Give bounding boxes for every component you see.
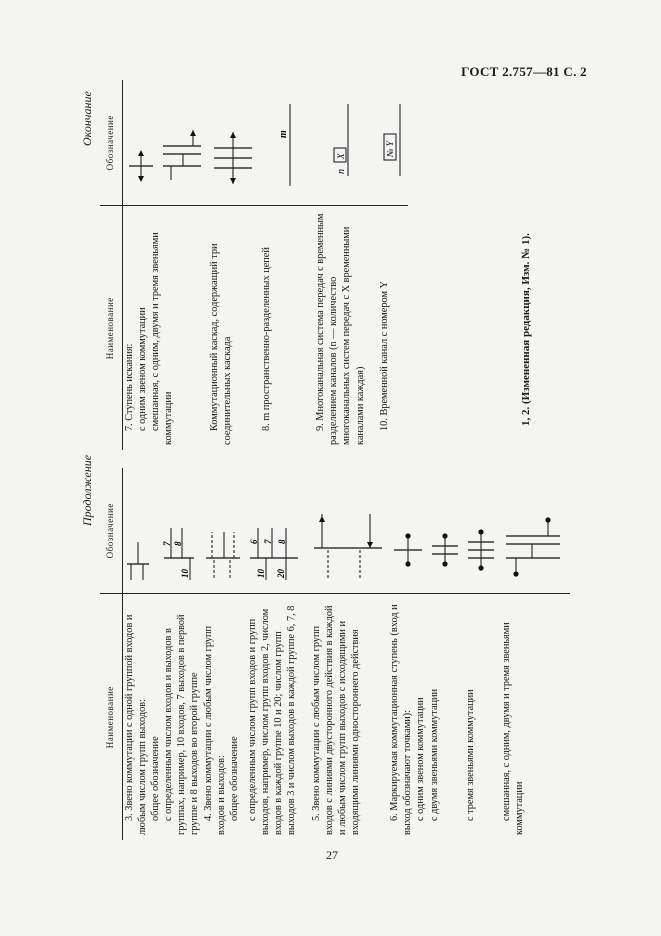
table-row: Коммутационный каскад, содержащий три соединительных каскада — [209, 243, 234, 445]
left-col-name-header: Наименование — [100, 594, 122, 840]
right-table — [100, 80, 408, 450]
label-6: 6 — [248, 540, 259, 545]
table-row: смешанная, с одним, двумя и тремя звеньями коммутации — [500, 622, 525, 835]
table-row: 4. Звено коммутации с любым числом групп входов и выходов: общее обозначение — [202, 625, 240, 835]
table-row: с определенным числом входов и выходов в группах, например, 10 входов, 7 выходов в первой группе и 8 выходов во второй группе — [163, 614, 201, 835]
left-table — [100, 468, 570, 840]
symbol-m-circuits — [260, 80, 314, 206]
label-7: 7 — [262, 540, 273, 545]
symbol-marked-stage-three — [464, 468, 500, 594]
label-m: m — [278, 130, 289, 139]
page-header: ГОСТ 2.757—81 С. 2 — [461, 64, 587, 79]
table-row: с двумя звеньями коммутации — [428, 688, 440, 821]
symbol-marked-stage-two — [428, 468, 464, 594]
table-row: 5. Звено коммутации с любым числом групп входов с линиями двусторонного действия в каждой и любым числом групп выходов с исходящими и входящими линиями одностороннего действия — [310, 605, 362, 835]
symbol-link-any-groups — [202, 468, 246, 594]
label-8: 8 — [173, 542, 184, 547]
right-col-name-header: Наименование — [100, 206, 122, 450]
label-10: 10 — [255, 569, 266, 579]
symbol-tdm-system — [314, 80, 378, 206]
label-8: 8 — [276, 540, 287, 545]
label-20: 20 — [275, 569, 286, 579]
table-row: с тремя звеньями коммутации — [464, 689, 476, 821]
symbol-link-defined-io — [162, 468, 202, 594]
table-row: 9. Многоканальная система передач с временным разделением каналов (n — количество многоканальных систем передач с X временными каналами каждая) — [315, 213, 366, 445]
symbol-link-bidirectional — [310, 468, 388, 594]
label-ny: № Y — [385, 141, 395, 158]
table-row: 10. Временной канал с номером Y — [379, 281, 390, 431]
amendment-note: 1, 2. (Измененная редакция, Изм. № 1). — [520, 233, 532, 426]
table-row: с определенным числом групп входов и групп выходов, например, числом групп входов 2, числом входов в каждой группе 10 и 20; числом групп выходов 3 и числом выходов в каждой группе 6, 7, 8 — [246, 605, 298, 835]
table-row: 3. Звено коммутации с одной группой входов и любым числом групп выходов: общее обозначение — [123, 614, 161, 835]
label-10: 10 — [180, 569, 191, 579]
symbol-link-defined-groups — [246, 468, 310, 594]
page-number: 27 — [326, 848, 338, 862]
table-row: 6. Маркируемая коммутационная ступень (вход и выход обозначают точками): с одним звеном коммутации — [388, 604, 426, 835]
symbol-marked-stage-mixed — [500, 468, 570, 594]
table-row: 8. m пространственно-разделенных цепей — [261, 247, 272, 431]
symbol-link-one-input-group — [122, 468, 162, 594]
symbol-time-channel — [378, 80, 408, 206]
table-row: 7. Ступень искания: с одним звеном коммутации смешанная, с одним, двумя и тремя звеньями коммутации — [123, 232, 175, 445]
label-n: n — [336, 169, 347, 175]
symbol-search-stage — [122, 80, 208, 206]
rotated-content — [80, 80, 585, 840]
left-col-symbol-header: Обозначение — [100, 468, 122, 594]
left-caption: Продолжение — [80, 454, 94, 526]
label-x: X — [336, 154, 346, 160]
right-col-symbol-header: Обозначение — [100, 80, 122, 206]
symbol-switching-cascade — [208, 80, 260, 206]
symbol-marked-stage-one — [388, 468, 428, 594]
right-caption: Окончание — [80, 91, 94, 146]
label-7: 7 — [162, 542, 173, 547]
